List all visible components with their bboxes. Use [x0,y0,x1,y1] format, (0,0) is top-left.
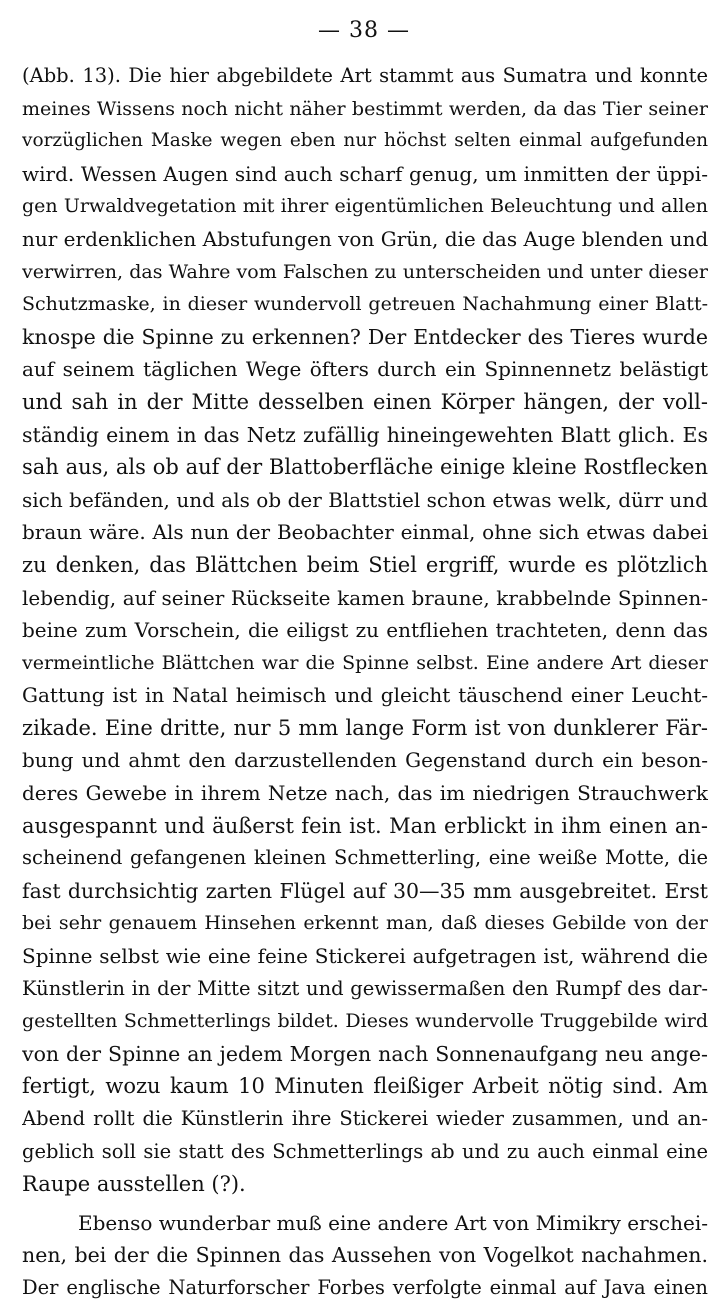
text-line: wird. Wessen Augen sind auch scharf genug, um inmitten der üppi- [22,161,708,186]
text-line: Gattung ist in Natal heimisch und gleicht täuschend einer Leucht- [22,683,708,708]
text-line: zu denken, das Blättchen beim Stiel ergriff, wurde es plötzlich [22,552,708,577]
text-line: lebendig, auf seiner Rückseite kamen braune, krabbelnde Spinnen- [22,585,708,610]
text-line: beine zum Vorschein, die eiligst zu entfliehen trachteten, denn das [22,618,708,643]
text-line: Der englische Naturforscher Forbes verfolgte einmal auf Java einen [22,1275,708,1299]
text-line: scheinend gefangenen kleinen Schmetterling, eine weiße Motte, die [22,846,708,870]
text-line: geblich soll sie statt des Schmetterlings ab und zu auch einmal eine [22,1139,708,1163]
text-line: Ebenso wunderbar muß eine andere Art von Mimikry erschei- [78,1210,708,1235]
text-line: braun wäre. Als nun der Beobachter einmal, ohne sich etwas dabei [22,520,708,545]
text-line: von der Spinne an jedem Morgen nach Sonnenaufgang neu ange- [22,1041,708,1066]
text-line: vermeintliche Blättchen war die Spinne selbst. Eine andere Art dieser [22,651,708,674]
text-line: gen Urwaldvegetation mit ihrer eigentümlichen Beleuchtung und allen [22,195,708,218]
text-line: Raupe ausstellen (?). [22,1172,246,1197]
text-line: Spinne selbst wie eine feine Stickerei aufgetragen ist, während die [22,944,708,969]
page-number: — 38 — [318,18,410,43]
text-line: knospe die Spinne zu erkennen? Der Entdecker des Tieres wurde [22,324,708,349]
text-line: fast durchsichtig zarten Flügel auf 30—35 mm ausgebreitet. Erst [22,878,708,903]
paragraph-2 [22,1207,708,1305]
text-line: gestellten Schmetterlings bildet. Dieses wundervolle Truggebilde wird [22,1010,708,1033]
text-line: Schutzmaske, in dieser wundervoll getreuen Nachahmung einer Blatt- [22,293,708,316]
text-line: und sah in der Mitte desselben einen Körper hängen, der voll- [22,389,708,414]
text-line: zikade. Eine dritte, nur 5 mm lange Form ist von dunklerer Fär- [22,715,708,740]
text-line: bung und ahmt den darzustellenden Gegenstand durch ein beson- [22,748,708,773]
text-line: Abend rollt die Künstlerin ihre Stickerei wieder zusammen, und an- [22,1107,708,1130]
text-line: vorzüglichen Maske wegen eben nur höchst selten einmal aufgefunden [22,130,708,152]
text-line: Künstlerin in der Mitte sitzt und gewissermaßen den Rumpf des dar- [22,976,708,1000]
text-line: ausgespannt und äußerst fein ist. Man erblickt in ihm einen an- [22,813,708,838]
text-line: sah aus, als ob auf der Blattoberfläche einige kleine Rostflecken [22,455,708,480]
text-line: nur erdenklichen Abstufungen von Grün, die das Auge blenden und [22,226,708,251]
text-line: verwirren, das Wahre vom Falschen zu unterscheiden und unter dieser [22,260,708,283]
text-line: meines Wissens noch nicht näher bestimmt werden, da das Tier seiner [22,97,708,120]
text-line: (Abb. 13). Die hier abgebildete Art stammt aus Sumatra und konnte [22,64,708,87]
text-line: bei sehr genauem Hinsehen erkennt man, daß dieses Gebilde von der [22,912,708,935]
text-line: sich befänden, und als ob der Blattstiel schon etwas welk, dürr und [22,487,708,512]
body-text [22,60,708,1305]
text-line: ständig einem in das Netz zufällig hineingewehten Blatt glich. Es [22,422,708,447]
text-line: fertigt, wozu kaum 10 Minuten fleißiger Arbeit nötig sind. Am [22,1074,708,1099]
text-line: deres Gewebe in ihrem Netze nach, das im niedrigen Strauchwerk [22,781,708,806]
text-line: nen, bei der die Spinnen das Aussehen von Vogelkot nachahmen. [22,1243,708,1268]
paragraph-1 [22,60,708,1201]
text-line: auf seinem täglichen Wege öfters durch ein Spinnennetz belästigt [22,357,708,382]
